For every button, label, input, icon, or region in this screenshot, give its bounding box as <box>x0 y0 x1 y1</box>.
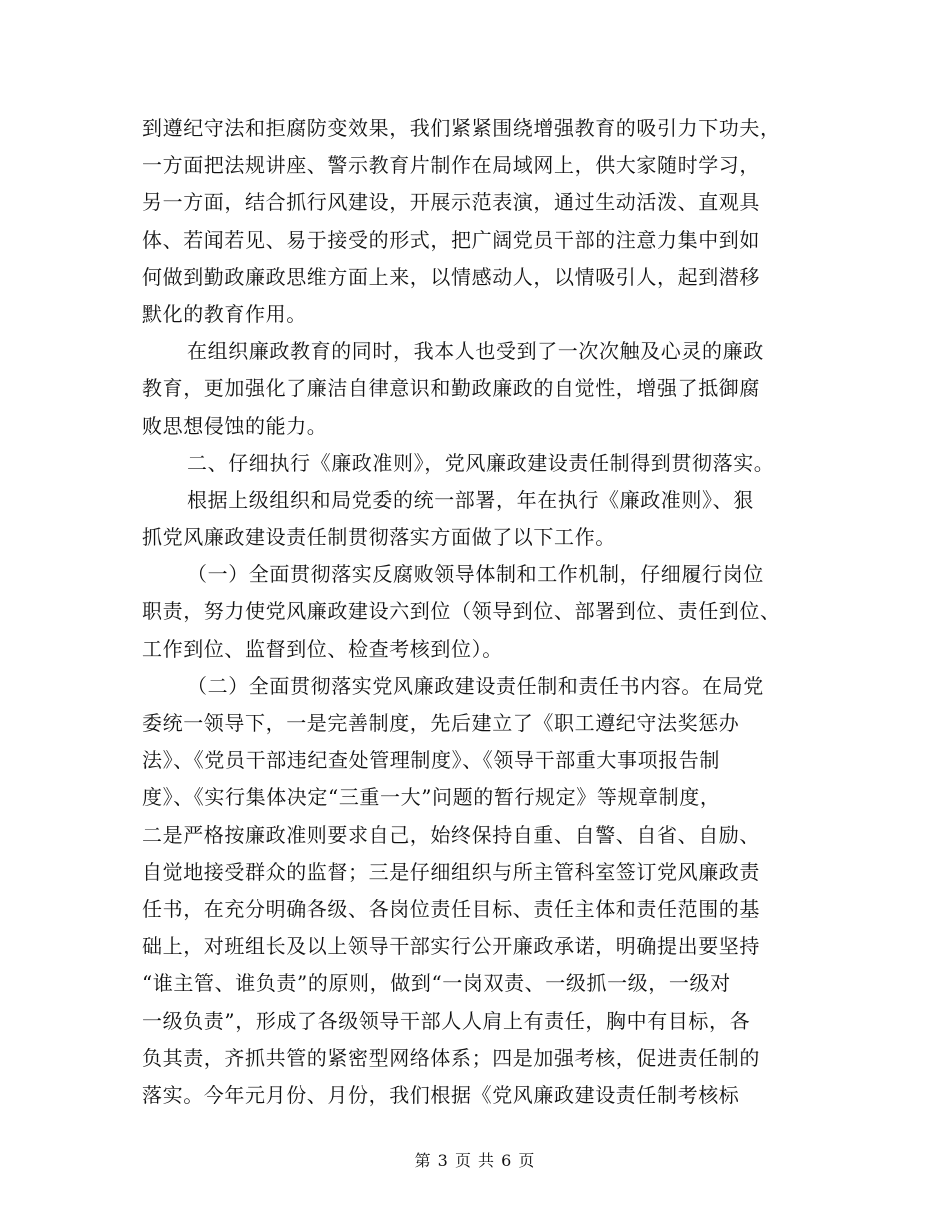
paragraph-line: 到遵纪守法和拒腐防变效果，我们紧紧围绕增强教育的吸引力下功夫， <box>142 116 781 140</box>
paragraph-line: “谁主管、谁负责”的原则，做到“一岗双责、一级抓一级，一级对 <box>142 971 731 996</box>
paragraph-line: 任书，在充分明确各级、各岗位责任目标、责任主体和责任范围的基 <box>142 896 760 921</box>
paragraph-line: 默化的教育作用。 <box>142 301 307 326</box>
document-body <box>142 110 832 1114</box>
paragraph-line: 一方面把法规讲座、警示教育片制作在局域网上，供大家随时学习， <box>142 153 760 178</box>
paragraph-line: 另一方面，结合抓行风建设，开展示范表演，通过生动活泼、直观具 <box>142 190 760 215</box>
paragraph-line: 法》、《党员干部违纪查处管理制度》、《领导干部重大事项报告制 <box>142 748 720 773</box>
page-number-footer: 第 3 页 共 6 页 <box>414 1151 536 1170</box>
paragraph-line: 一级负责”，形成了各级领导干部人人肩上有责任，胸中有目标，各 <box>142 1008 751 1033</box>
paragraph-line: 二是严格按廉政准则要求自己，始终保持自重、自警、自省、自励、 <box>142 822 760 847</box>
paragraph-line: 何做到勤政廉政思维方面上来，以情感动人，以情吸引人，起到潜移 <box>142 264 760 289</box>
paragraph-line: 职责，努力使党风廉政建设六到位（领导到位、部署到位、责任到位、 <box>142 599 781 624</box>
paragraph-line: 委统一领导下，一是完善制度，先后建立了《职工遵纪守法奖惩办 <box>142 711 740 735</box>
paragraph-line: 败思想侵蚀的能力。 <box>142 413 328 438</box>
paragraph-line: 在组织廉政教育的同时，我本人也受到了一次次触及心灵的廉政 <box>187 339 764 364</box>
paragraph-line: 教育，更加强化了廉洁自律意识和勤政廉政的自觉性，增强了抵御腐 <box>142 376 760 401</box>
paragraph-line: （二）全面贯彻落实党风廉政建设责任制和责任书内容。在局党 <box>187 673 764 698</box>
paragraph-line: 自觉地接受群众的监督；三是仔细组织与所主管科室签订党风廉政责 <box>142 859 760 884</box>
paragraph-line: 础上，对班组长及以上领导干部实行公开廉政承诺，明确提出要坚持 <box>142 934 760 959</box>
paragraph-line: 工作到位、监督到位、检查考核到位）。 <box>142 636 503 661</box>
paragraph-line: 体、若闻若见、易于接受的形式，把广阔党员干部的注意力集中到如 <box>142 227 760 252</box>
paragraph-line: 抓党风廉政建设责任制贯彻落实方面做了以下工作。 <box>142 525 616 550</box>
paragraph-line: 度》、《实行集体决定“三重一大”问题的暂行规定》等规章制度， <box>142 785 721 810</box>
paragraph-line: 负其责，齐抓共管的紧密型网络体系；四是加强考核，促进责任制的 <box>142 1045 760 1070</box>
paragraph-line: 根据上级组织和局党委的统一部署，年在执行《廉政准则》、狠 <box>187 487 754 512</box>
paragraph-line: （一）全面贯彻落实反腐败领导体制和工作机制，仔细履行岗位 <box>187 562 764 587</box>
section-heading: 二、仔细执行《廉政准则》，党风廉政建设责任制得到贯彻落实。 <box>187 450 775 475</box>
paragraph-line: 落实。今年元月份、月份，我们根据《党风廉政建设责任制考核标 <box>142 1082 740 1107</box>
